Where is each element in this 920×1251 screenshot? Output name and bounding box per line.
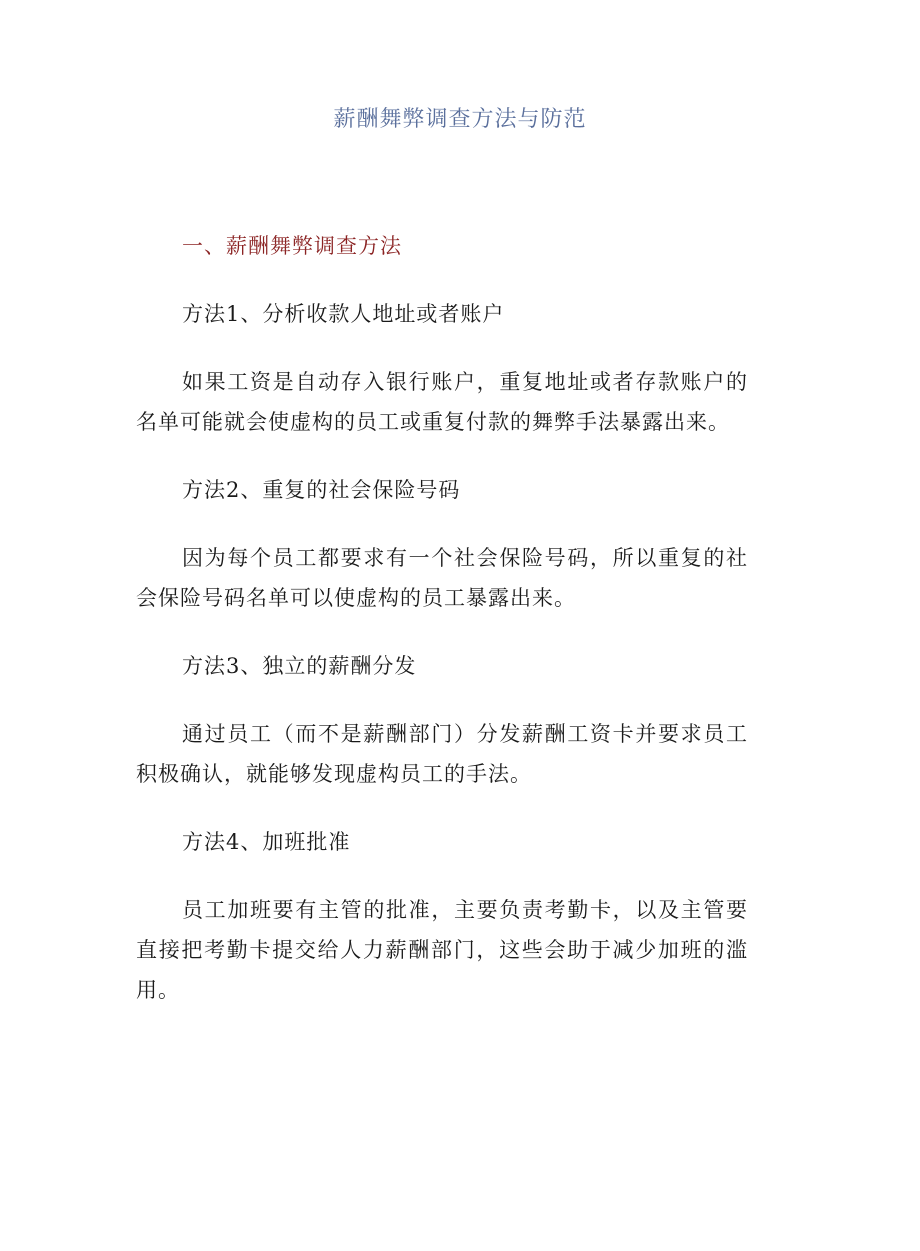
section-heading: 一、薪酬舞弊调查方法 bbox=[182, 234, 402, 258]
method-1-paragraph: 如果工资是自动存入银行账户，重复地址或者存款账户的名单可能就会使虚构的员工或重复付款的舞弊手法暴露出来。 bbox=[136, 370, 748, 434]
method-3-heading: 方法3、独立的薪酬分发 bbox=[182, 654, 417, 678]
method-4-paragraph: 员工加班要有主管的批准，主要负责考勤卡，以及主管要直接把考勤卡提交给人力薪酬部门，这些会助于减少加班的滥用。 bbox=[136, 898, 748, 1002]
method-4-heading: 方法4、加班批准 bbox=[182, 830, 351, 854]
document-body bbox=[136, 226, 748, 1010]
method-1-heading: 方法1、分析收款人地址或者账户 bbox=[182, 302, 505, 326]
method-3-paragraph: 通过员工（而不是薪酬部门）分发薪酬工资卡并要求员工积极确认，就能够发现虚构员工的手法。 bbox=[136, 722, 748, 786]
document-title: 薪酬舞弊调查方法与防范 bbox=[333, 107, 587, 132]
method-2-heading: 方法2、重复的社会保险号码 bbox=[182, 478, 461, 502]
method-2-paragraph: 因为每个员工都要求有一个社会保险号码，所以重复的社会保险号码名单可以使虚构的员工暴露出来。 bbox=[136, 546, 748, 610]
